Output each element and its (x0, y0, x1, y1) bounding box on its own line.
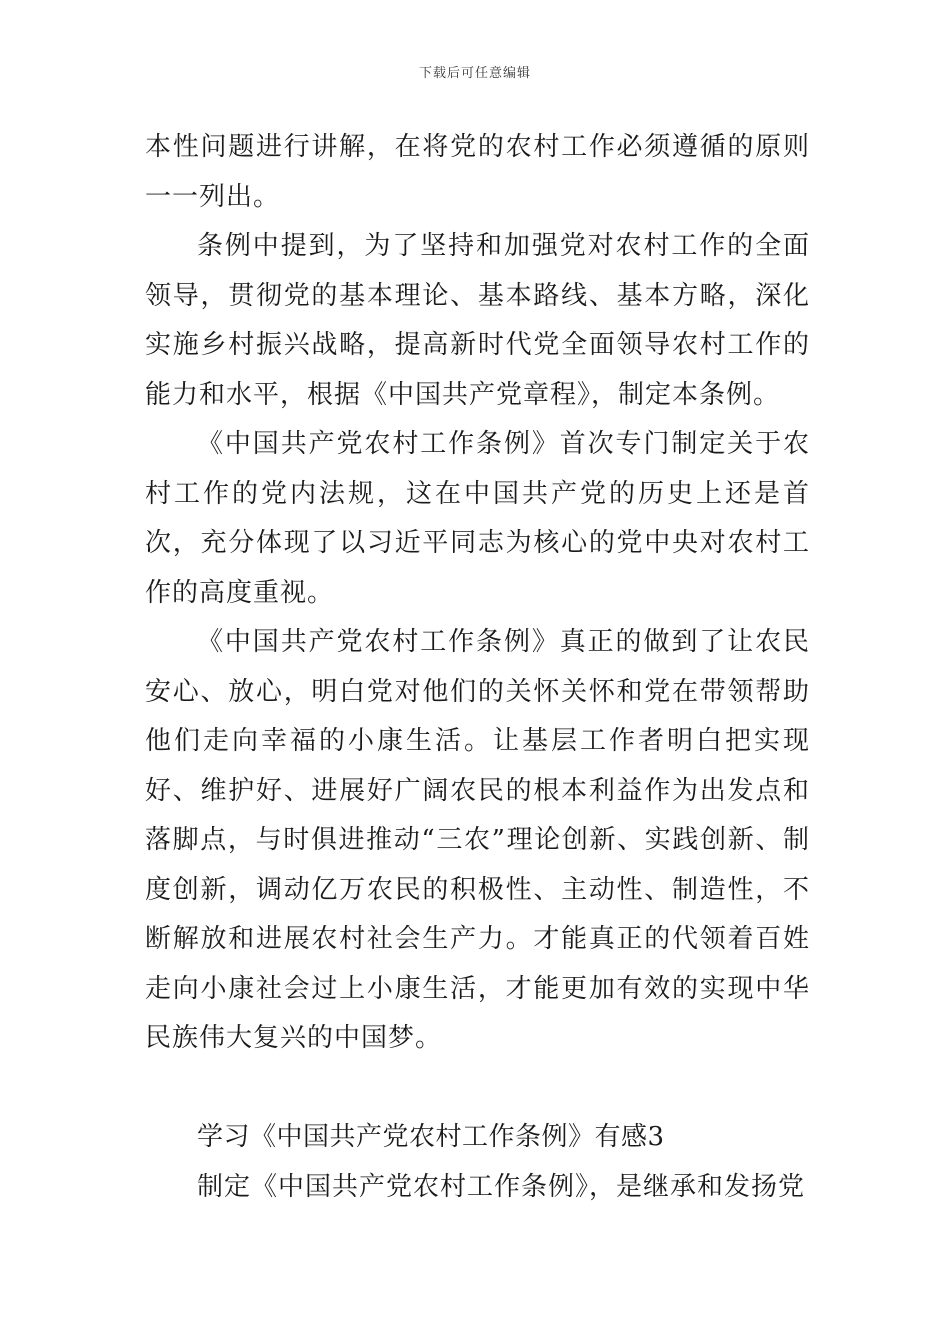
paragraph: 条例中提到，为了坚持和加强党对农村工作的全面领导，贯彻党的基本理论、基本路线、基本方略，深化实施乡村振兴战略，提高新时代党全面领导农村工作的能力和水平，根据《中国共产党章程》，制定本条例。 (145, 231, 810, 410)
paragraph-continuation: 本性问题进行讲解，在将党的农村工作必须遵循的原则一一列出。 (145, 132, 810, 212)
paragraph: 《中国共产党农村工作条例》首次专门制定关于农村工作的党内法规，这在中国共产党的历史上还是首次，充分体现了以习近平同志为核心的党中央对农村工作的高度重视。 (145, 429, 810, 608)
section-spacer (145, 1064, 810, 1114)
header-note: 下载后可任意编辑 (418, 66, 531, 81)
section-heading: 学习《中国共产党农村工作条例》有感3 (197, 1122, 665, 1152)
document-body (145, 123, 810, 1212)
paragraph: 《中国共产党农村工作条例》真正的做到了让农民安心、放心，明白党对他们的关怀关怀和党在带领帮助他们走向幸福的小康生活。让基层工作者明白把实现好、维护好、进展好广阔农民的根本利益作为出发点和落脚点，与时俱进推动“三农”理论创新、实践创新、制度创新，调动亿万农民的积极性、主动性、制造性，不断解放和进展农村社会生产力。才能真正的代领着百姓走向小康社会过上小康生活，才能更加有效的实现中华民族伟大复兴的中国梦。 (145, 627, 810, 1053)
paragraph: 制定《中国共产党农村工作条例》，是继承和发扬党 (197, 1171, 806, 1202)
